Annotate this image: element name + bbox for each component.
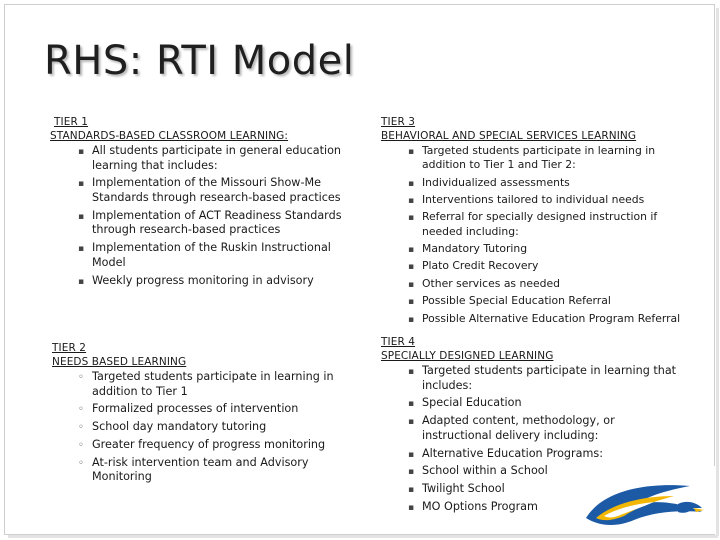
list-item: ▪ Twilight School xyxy=(422,482,684,497)
page-title: RHS: RTI Model xyxy=(44,38,355,84)
list-item: ▪ Implementation of the Missouri Show-Me Standards through research-based practices xyxy=(92,176,350,205)
list-item: ▪ Referral for specially designed instruction if needed including: xyxy=(422,210,687,238)
tier2-list xyxy=(92,370,354,485)
list-item: ◦ Greater frequency of progress monitoring xyxy=(92,438,354,453)
list-item: ▪ Weekly progress monitoring in advisory xyxy=(92,274,350,289)
slide-shadow-bottom xyxy=(8,535,718,538)
list-item: ◦ Formalized processes of intervention xyxy=(92,402,354,417)
tier3-heading: TIER 3 xyxy=(381,116,416,128)
list-item: ◦ School day mandatory tutoring xyxy=(92,420,354,435)
list-item: ▪ Plato Credit Recovery xyxy=(422,259,687,273)
slide-shadow xyxy=(716,8,719,536)
tier1-heading: TIER 1 xyxy=(54,116,89,128)
list-item: ▪ Possible Special Education Referral xyxy=(422,294,687,308)
list-item: ▪ Adapted content, methodology, or instructional delivery including: xyxy=(422,414,684,443)
list-item: ▪ Interventions tailored to individual needs xyxy=(422,193,687,207)
tier1-section xyxy=(52,115,352,291)
tier2-heading: TIER 2 xyxy=(52,342,87,354)
list-item: ▪ Implementation of ACT Readiness Standards through research-based practices xyxy=(92,209,350,238)
list-item: ◦ Targeted students participate in learning in addition to Tier 1 xyxy=(92,370,354,399)
tier4-subheading: SPECIALLY DESIGNED LEARNING xyxy=(381,350,554,362)
eagle-logo-icon xyxy=(582,478,706,534)
list-item: ▪ MO Options Program xyxy=(422,500,684,515)
list-item: ▪ Implementation of the Ruskin Instructional Model xyxy=(92,241,350,270)
list-item: ▪ Alternative Education Programs: xyxy=(422,447,684,462)
list-item: ▪ Targeted students participate in learning in addition to Tier 1 and Tier 2: xyxy=(422,144,687,172)
tier4-heading: TIER 4 xyxy=(381,336,416,348)
list-item: ▪ School within a School xyxy=(422,464,684,479)
tier3-subheading: BEHAVIORAL AND SPECIAL SERVICES LEARNING xyxy=(381,130,637,142)
tier3-section xyxy=(381,115,691,329)
tier1-list xyxy=(92,144,350,288)
list-item: ▪ Possible Alternative Education Program Referral xyxy=(422,312,687,326)
tier1-subheading: STANDARDS-BASED CLASSROOM LEARNING: xyxy=(50,130,289,142)
list-item: ▪ Individualized assessments xyxy=(422,176,687,190)
list-item: ▪ Special Education xyxy=(422,396,684,411)
list-item: ◦ At-risk intervention team and Advisory Monitoring xyxy=(92,456,354,485)
tier3-list xyxy=(422,144,687,326)
list-item: ▪ Other services as needed xyxy=(422,277,687,291)
tier2-subheading: NEEDS BASED LEARNING xyxy=(52,356,187,368)
tier2-section xyxy=(52,341,352,488)
list-item: ▪ All students participate in general education learning that includes: xyxy=(92,144,350,173)
list-item: ▪ Targeted students participate in learning that includes: xyxy=(422,364,684,393)
list-item: ▪ Mandatory Tutoring xyxy=(422,242,687,256)
